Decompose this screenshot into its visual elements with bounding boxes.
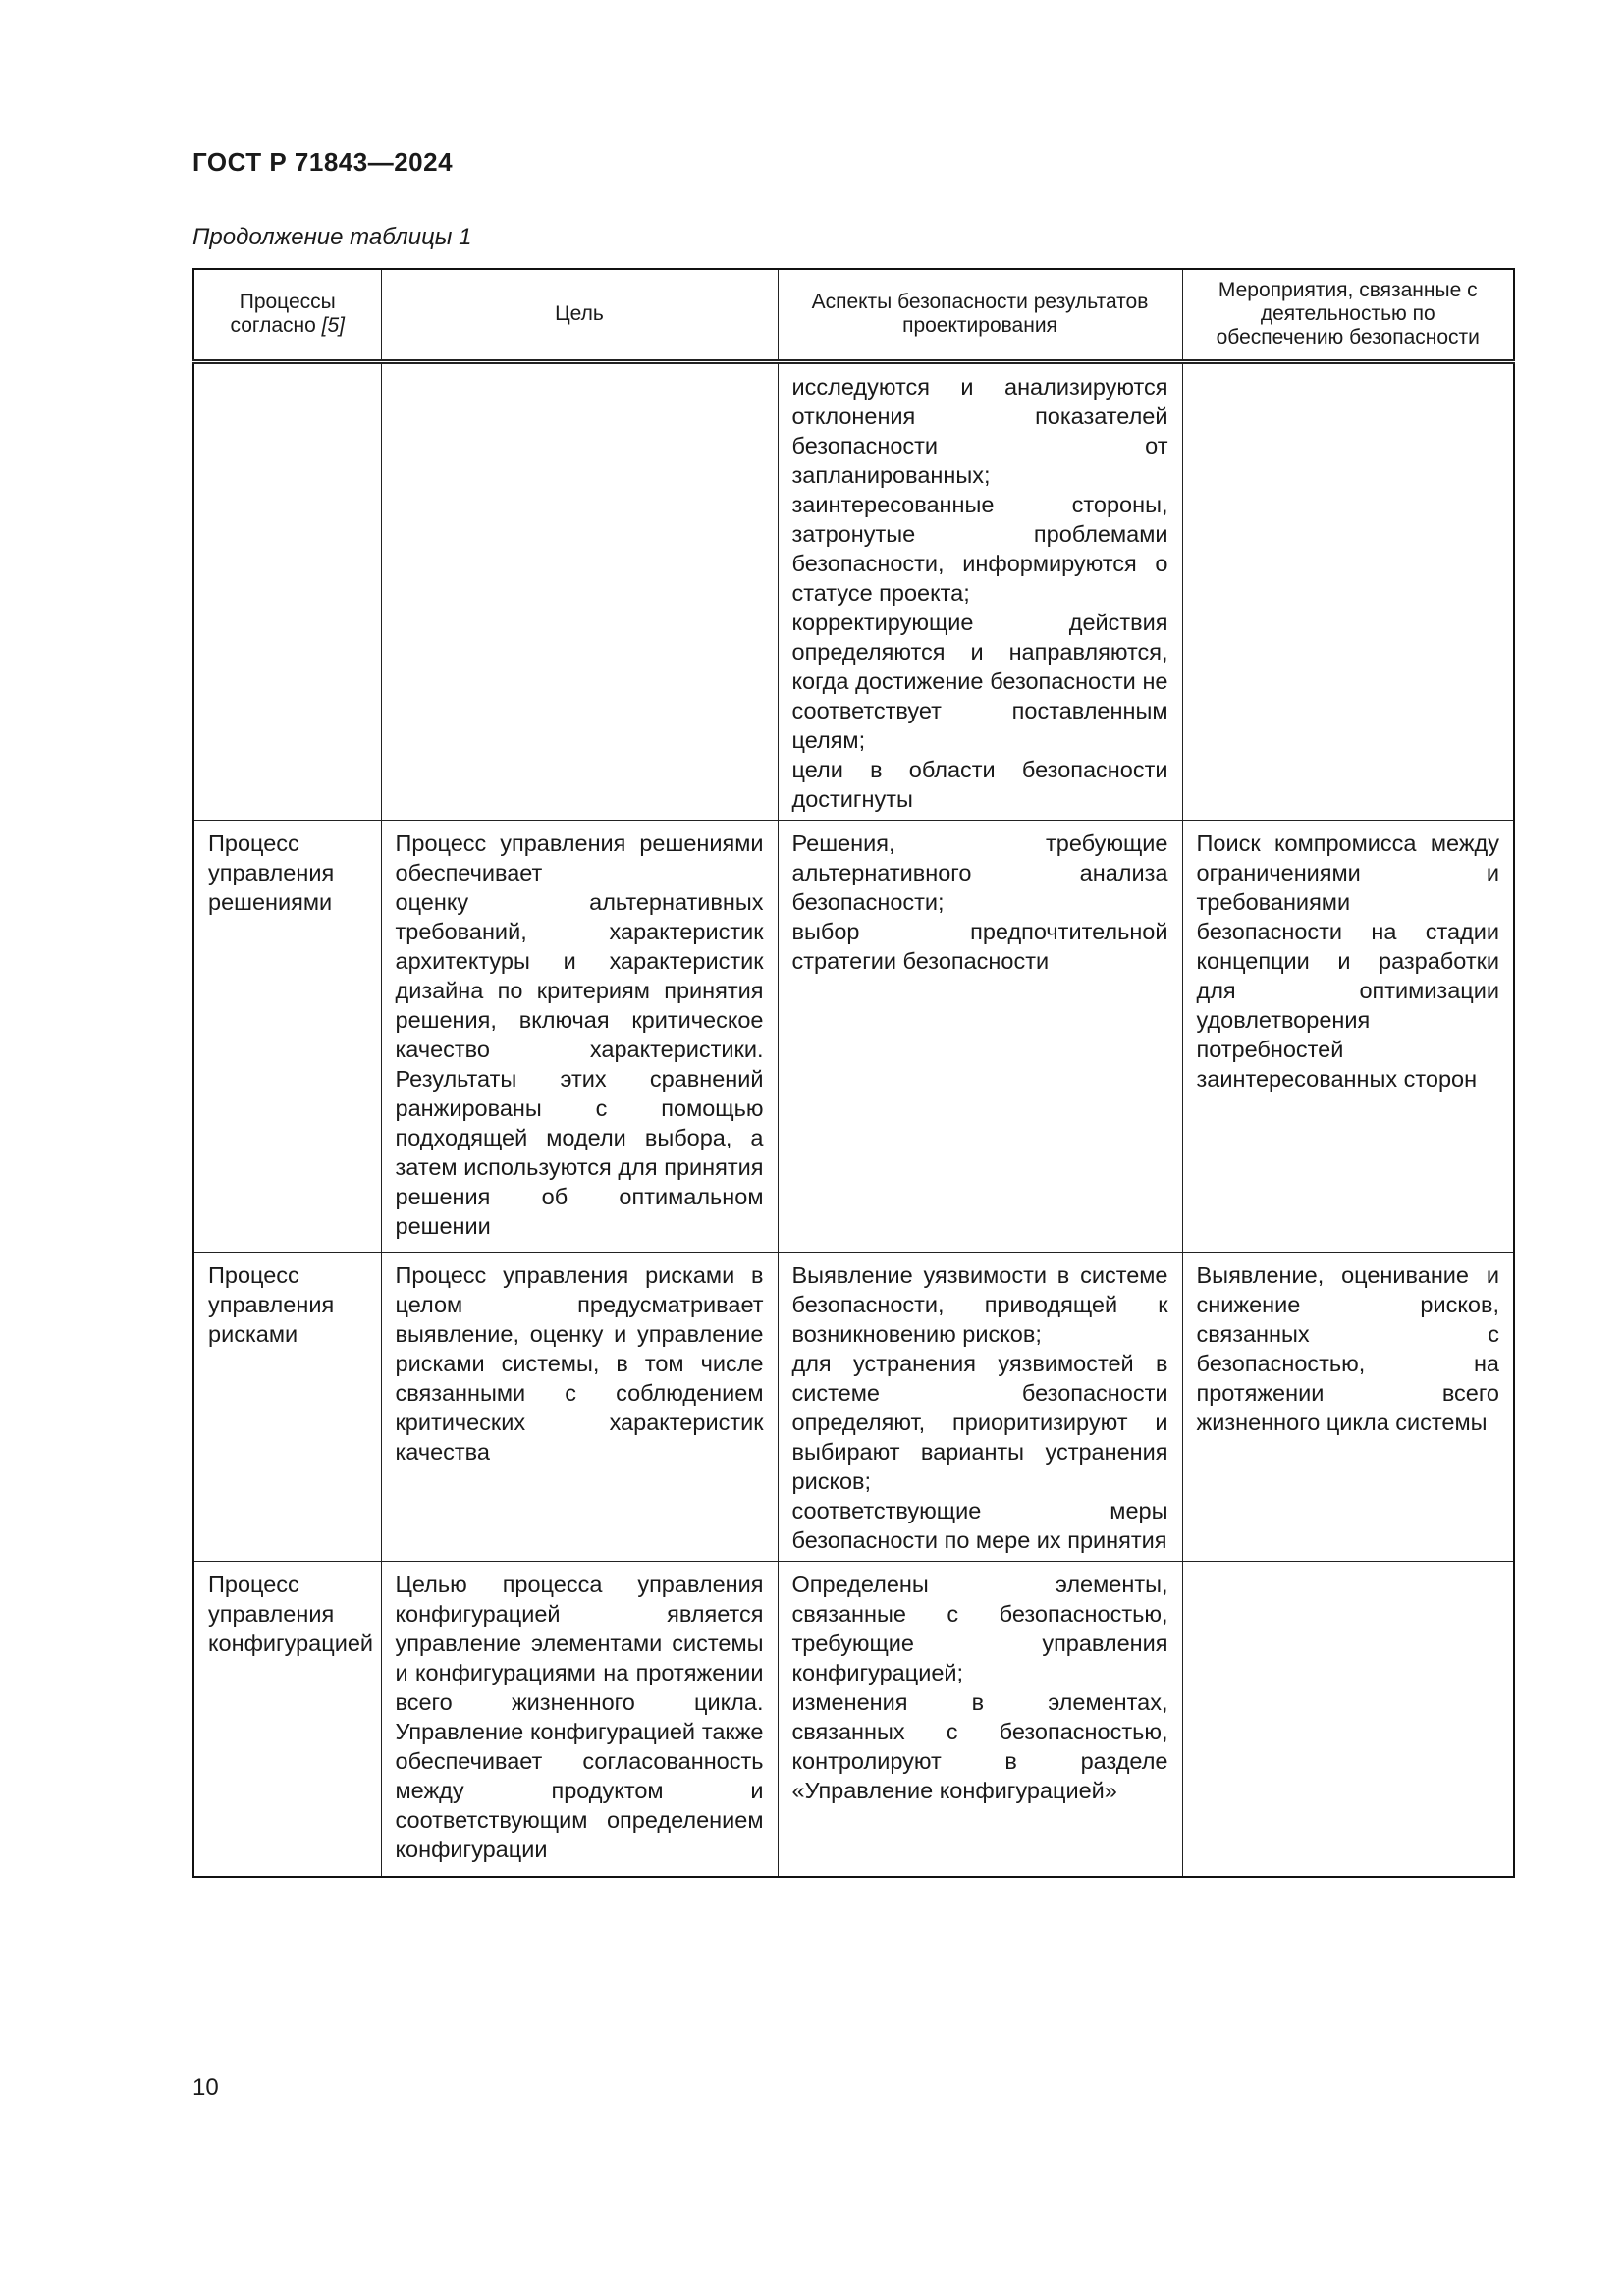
reference-5: [5] — [321, 314, 346, 338]
aspect-item: выбор предпочтительной стратегии безопасности — [791, 918, 1168, 974]
table-row — [193, 820, 1514, 1252]
aspect-item: Решения, требующие альтернативного анализа безопасности; — [791, 829, 1168, 915]
cell-measures: Поиск компромисса между ограничениями и требованиями безопасности на стадии концепции и разработки для оптимизации удовлетворения потребностей заинтересованных сторон — [1182, 820, 1514, 1252]
aspect-item: цели в области безопасности достигнуты — [791, 756, 1168, 812]
document-code: ГОСТ Р 71843—2024 — [192, 147, 454, 177]
cell-process — [193, 361, 381, 820]
aspect-item: исследуются и анализируются отклонения показателей безопасности от запланированных; — [791, 373, 1168, 488]
aspect-item: заинтересованные стороны, затронутые проблемами безопасности, информируются о статусе проекта; — [791, 491, 1168, 606]
cell-measures — [1182, 1561, 1514, 1877]
goal-paragraph: оценку альтернативных требований, характеристик архитектуры и характеристик дизайна по критериям принятия решения, включая критическое качество характеристики. Результаты этих сравнений ранжированы с помощью подходящей модели выбора, а затем используются для принятия решения об оптимальном решении — [395, 888, 764, 1239]
aspect-item: изменения в элементах, связанных с безопасностью, контролируют в разделе «Управление конфигурацией» — [791, 1688, 1168, 1803]
goal-paragraph: Процесс управления решениями обеспечивает — [395, 829, 764, 885]
table-row — [193, 361, 1514, 820]
column-header-processes-label: Процессы согласно — [230, 291, 336, 338]
aspect-item: Выявление уязвимости в системе безопасности, приводящей к возникновению рисков; — [791, 1261, 1168, 1347]
page-number: 10 — [192, 2074, 219, 2101]
cell-goal — [381, 820, 778, 1252]
cell-process: Процесс управления решениями — [193, 820, 381, 1252]
cell-measures: Выявление, оценивание и снижение рисков, связанных с безопасностью, на протяжении всего жизненного цикла системы — [1182, 1252, 1514, 1561]
column-header-processes — [193, 269, 381, 361]
cell-process: Процесс управления рисками — [193, 1252, 381, 1561]
column-header-goal: Цель — [381, 269, 778, 361]
cell-goal — [381, 361, 778, 820]
cell-goal: Целью процесса управления конфигурацией является управление элементами системы и конфигурациями на протяжении всего жизненного цикла. Управление конфигурацией также обеспечивает согласованность между продуктом и соответствующим определением конфигурации — [381, 1561, 778, 1877]
column-header-measures: Мероприятия, связанные с деятельностью по обеспечению безопасности — [1182, 269, 1514, 361]
cell-goal: Процесс управления рисками в целом предусматривает выявление, оценку и управление рисками системы, в том числе связанными с соблюдением критических характеристик качества — [381, 1252, 778, 1561]
aspect-item: для устранения уязвимостей в системе безопасности определяют, приоритизируют и выбирают варианты устранения рисков; — [791, 1350, 1168, 1494]
cell-aspects — [778, 361, 1182, 820]
table-row — [193, 1561, 1514, 1877]
cell-process: Процесс управления конфигурацией — [193, 1561, 381, 1877]
cell-measures — [1182, 361, 1514, 820]
column-header-aspects: Аспекты безопасности результатов проектирования — [778, 269, 1182, 361]
cell-aspects — [778, 1252, 1182, 1561]
cell-aspects — [778, 820, 1182, 1252]
aspect-item: корректирующие действия определяются и направляются, когда достижение безопасности не соответствует поставленным целям; — [791, 609, 1168, 753]
aspect-item: Определены элементы, связанные с безопасностью, требующие управления конфигурацией; — [791, 1571, 1168, 1685]
cell-aspects — [778, 1561, 1182, 1877]
table-caption: Продолжение таблицы 1 — [192, 224, 472, 250]
table-header-row — [193, 269, 1514, 361]
safety-processes-table — [192, 268, 1515, 1878]
table-row — [193, 1252, 1514, 1561]
aspect-item: соответствующие меры безопасности по мере их принятия — [791, 1497, 1168, 1553]
